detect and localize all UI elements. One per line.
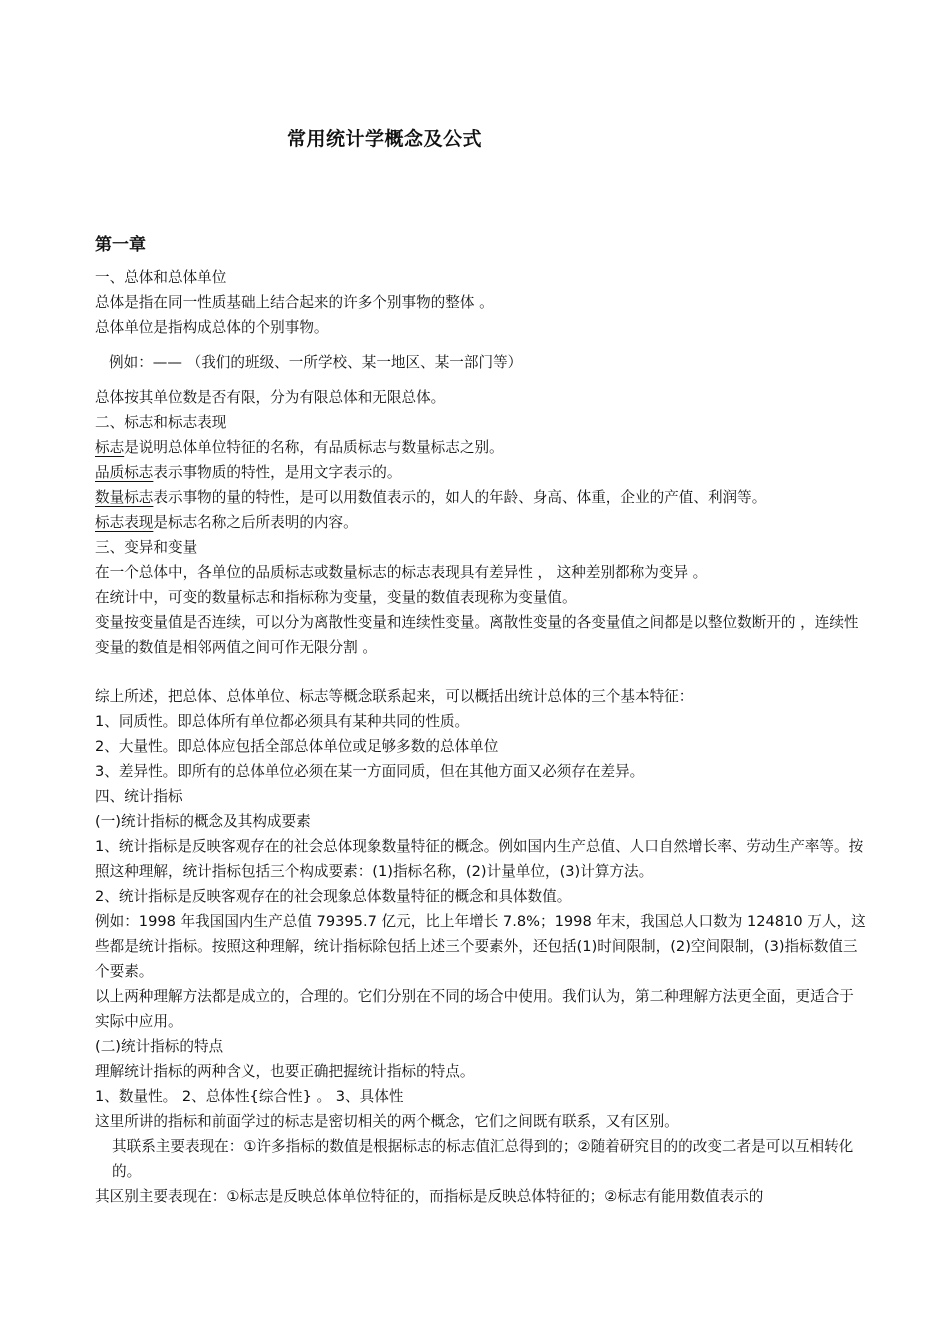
paragraph: 其区别主要表现在：①标志是反映总体单位特征的，而指标是反映总体特征的；②标志有能用数值表示的 <box>95 1188 764 1205</box>
paragraph: 例如：1998 年我国国内生产总值 79395.7 亿元，比上年增长 7.8%；1998 年末，我国总人口数为 124810 万人，这些都是统计指标。按照这种理解，统计指标除包括上述三个要素外，还包括(1)时间限制，(2)空间限制，(3)指标数值三个要素。 <box>95 913 866 980</box>
paragraph: 这里所讲的指标和前面学过的标志是密切相关的两个概念，它们之间既有联系，又有区别。 <box>95 1113 679 1130</box>
paragraph: 变量按变量值是否连续，可以分为离散性变量和连续性变量。离散性变量的各变量值之间都是以整位数断开的 ，连续性变量的数值是相邻两值之间可作无限分割 。 <box>95 614 859 656</box>
term-underlined: 标志表现 <box>95 514 154 531</box>
chapter-heading: 第一章 <box>95 235 146 255</box>
paragraph: 总体单位是指构成总体的个别事物。 <box>95 319 329 336</box>
definition-line <box>95 510 867 535</box>
paragraph: 理解统计指标的两种含义，也要正确把握统计指标的特点。 <box>95 1063 475 1080</box>
definition-text: 表示事物质的特性，是用文字表示的。 <box>153 464 402 481</box>
definition-line <box>95 435 867 460</box>
paragraph: 1、统计指标是反映客观存在的社会总体现象数量特征的概念。例如国内生产总值、人口自然增长率、劳动生产率等。按照这种理解，统计指标包括三个构成要素：(1)指标名称，(2)计量单位，(3)计算方法。 <box>95 838 864 880</box>
definition-text: 是标志名称之后所表明的内容。 <box>153 514 358 531</box>
subsection-heading: (二)统计指标的特点 <box>95 1038 224 1055</box>
paragraph: 其联系主要表现在：①许多指标的数值是根据标志的标志值汇总得到的；②随着研究目的的改变二者是可以互相转化的。 <box>112 1138 854 1180</box>
definition-line <box>95 485 867 510</box>
definition-text: 是说明总体单位特征的名称，有品质标志与数量标志之别。 <box>124 439 504 456</box>
paragraph: 总体按其单位数是否有限，分为有限总体和无限总体。 <box>95 389 446 406</box>
list-item: 3、差异性。即所有的总体单位必须在某一方面同质，但在其他方面又必须存在差异。 <box>95 763 645 780</box>
paragraph: 在统计中，可变的数量标志和指标称为变量，变量的数值表现称为变量值。 <box>95 589 577 606</box>
paragraph: 以上两种理解方法都是成立的，合理的。它们分别在不同的场合中使用。我们认为，第二种理解方法更全面，更适合于实际中应用。 <box>95 988 854 1030</box>
term-underlined: 数量标志 <box>95 489 154 506</box>
list-item: 1、同质性。即总体所有单位都必须具有某种共同的性质。 <box>95 713 470 730</box>
section-heading: 二、标志和标志表现 <box>95 414 227 431</box>
document-body <box>95 265 867 1209</box>
paragraph: 在一个总体中，各单位的品质标志或数量标志的标志表现具有差异性 ， 这种差别都称为变异 。 <box>95 564 708 581</box>
paragraph: 1、数量性。 2、总体性{综合性} 。 3、具体性 <box>95 1088 404 1105</box>
section-heading: 一、总体和总体单位 <box>95 269 227 286</box>
section-heading: 四、统计指标 <box>95 788 183 805</box>
definition-line <box>95 460 867 485</box>
list-item: 2、大量性。即总体应包括全部总体单位或足够多数的总体单位 <box>95 738 499 755</box>
section-heading: 三、变异和变量 <box>95 539 198 556</box>
paragraph: 2、统计指标是反映客观存在的社会现象总体数量特征的概念和具体数值。 <box>95 888 572 905</box>
paragraph: 综上所述，把总体、总体单位、标志等概念联系起来，可以概括出统计总体的三个基本特征： <box>95 688 694 705</box>
term-underlined: 标志 <box>95 439 125 456</box>
subsection-heading: (一)统计指标的概念及其构成要素 <box>95 813 311 830</box>
term-underlined: 品质标志 <box>95 464 154 481</box>
example-paragraph: 例如：—— （我们的班级、一所学校、某一地区、某一部门等） <box>109 354 523 371</box>
paragraph: 总体是指在同一性质基础上结合起来的许多个别事物的整体 。 <box>95 294 494 311</box>
definition-text: 表示事物的量的特性，是可以用数值表示的，如人的年龄、身高、体重，企业的产值、利润等。 <box>153 489 767 506</box>
document-title: 常用统计学概念及公式 <box>287 128 483 150</box>
